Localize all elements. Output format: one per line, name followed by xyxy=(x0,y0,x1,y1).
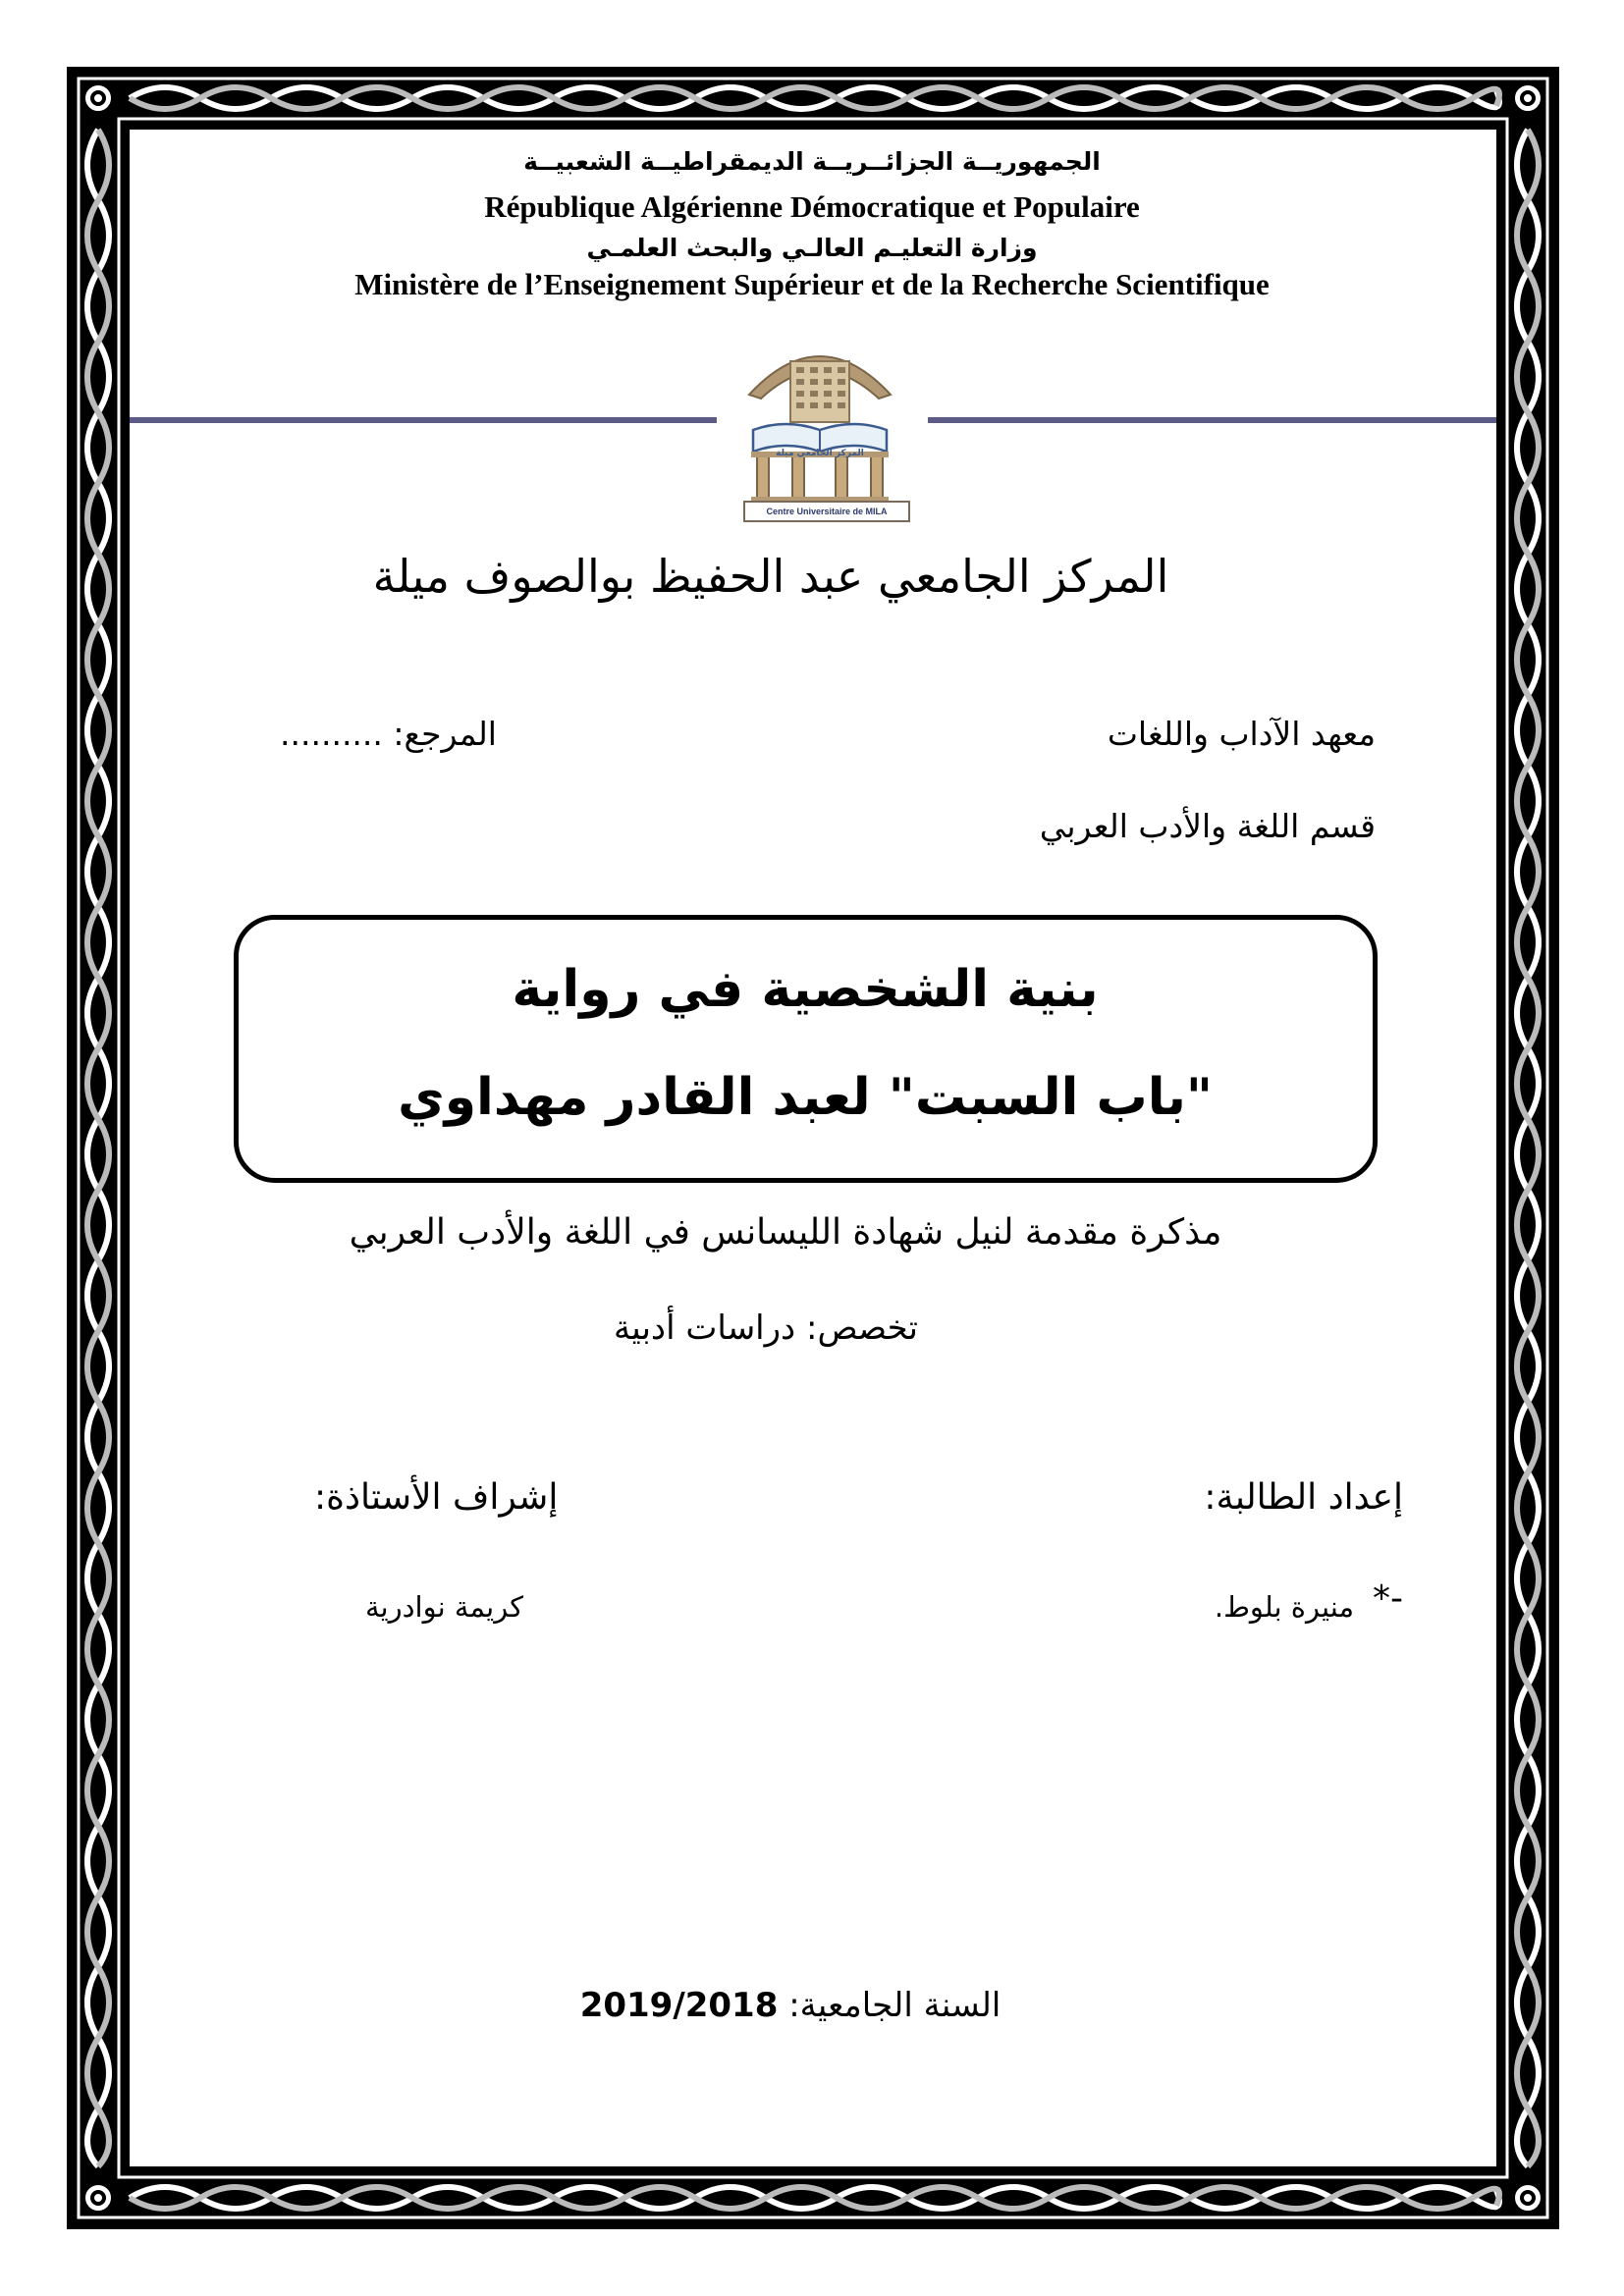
student-bullet: *- xyxy=(1373,1578,1403,1619)
university-center-name: المركز الجامعي عبد الحفيظ بوالصوف ميلة xyxy=(372,550,1169,603)
ministry-french: Ministère de l’Enseignement Supérieur et de la Recherche Scientifique xyxy=(354,267,1270,301)
corner-ring-top-right xyxy=(1513,83,1543,113)
reference-field: المرجع: .......... xyxy=(280,715,497,753)
republic-arabic: الجمهوريــة الجزائــريــة الديمقراطيــة الشعبيــة xyxy=(523,147,1101,176)
academic-year-label: السنة الجامعية: xyxy=(788,1986,1001,2025)
prepared-by-label: إعداد الطالبة: xyxy=(1204,1477,1403,1518)
logo-caption: Centre Universitaire de MILA xyxy=(743,501,910,522)
student-name: منيرة بلوط. xyxy=(1214,1590,1354,1624)
specialty: تخصص: دراسات أدبية xyxy=(613,1308,919,1348)
institute-name: معهد الآداب واللغات xyxy=(1107,715,1376,753)
header-rule-right xyxy=(928,417,1496,423)
republic-french: République Algérienne Démocratique et Populaire xyxy=(484,189,1140,224)
memo-description: مذكرة مقدمة لنيل شهادة الليسانس في اللغة والأدب العربي xyxy=(349,1212,1222,1253)
corner-ring-bottom-right xyxy=(1513,2183,1543,2213)
corner-ring-top-left xyxy=(83,83,113,113)
academic-year xyxy=(491,1986,1090,2025)
supervision-label: إشراف الأستاذة: xyxy=(314,1477,559,1518)
university-logo xyxy=(731,336,908,520)
department-name: قسم اللغة والأدب العربي xyxy=(1039,807,1376,845)
thesis-title-line-1: بنية الشخصية في رواية xyxy=(512,960,1099,1019)
supervisor-name: كريمة نوادرية xyxy=(365,1590,524,1624)
corner-ring-bottom-left xyxy=(83,2183,113,2213)
title-box xyxy=(234,915,1378,1183)
header-rule-left xyxy=(130,417,717,423)
academic-year-value: 2019/2018 xyxy=(579,1986,779,2025)
logo-book-text: المركز الجامعي ميلة xyxy=(776,449,864,458)
ministry-arabic: وزارة التعليـم العالـي والبحث العلمـي xyxy=(586,234,1038,262)
thesis-title-line-2: "باب السبت" لعبد القادر مهداوي xyxy=(398,1068,1213,1127)
